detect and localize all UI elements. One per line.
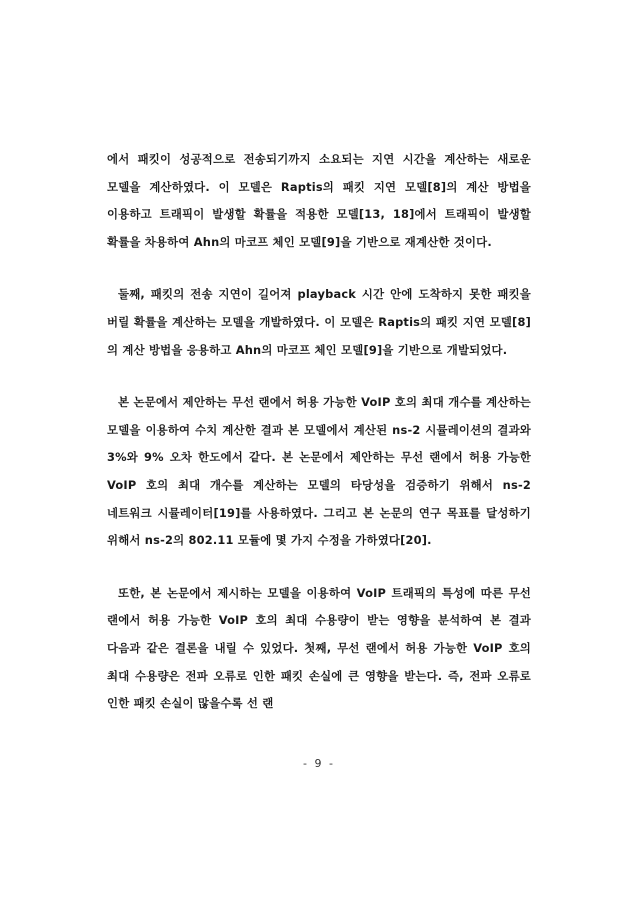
page-number: - 9 - <box>303 757 335 770</box>
paragraph-2: 둘째, 패킷의 전송 지연이 길어져 playback 시간 안에 도착하지 못한 패킷을 버릴 확률을 계산하는 모델을 개발하였다. 이 모델은 Raptis의 패킷 지연 모델[8]의 계산 방법을 응용하고 Ahn의 마코프 체인 모델[9]을 기반으로 개발되었다. <box>107 287 531 357</box>
paragraph-1: 에서 패킷이 성공적으로 전송되기까지 소요되는 지연 시간을 계산하는 새로운 모델을 계산하였다. 이 모델은 Raptis의 패킷 지연 모델[8]의 계산 방법을 이용하고 트래픽이 발생할 확률을 적용한 모델[13, 18]에서 트래픽이 발생할 확률을 차용하여 Ahn의 마코프 체인 모델[9]을 기반으로 재계산한 것이다. <box>107 152 531 249</box>
body-text <box>107 146 531 718</box>
paragraph-3: 본 논문에서 제안하는 무선 랜에서 허용 가능한 VoIP 호의 최대 개수를 계산하는 모델을 이용하여 수치 계산한 결과 본 모델에서 계산된 ns-2 시뮬레이션의 결과와 3%와 9% 오차 한도에서 같다. 본 논문에서 제안하는 무선 랜에서 허용 가능한 VoIP 호의 최대 개수를 계산하는 모델의 타당성을 검증하기 위해서 ns-2 네트워크 시뮬레이터[19]를 사용하였다. 그리고 본 논문의 연구 목표를 달성하기 위해서 ns-2의 802.11 모듈에 몇 가지 수정을 가하였다[20]. <box>107 395 531 548</box>
paragraph-4: 또한, 본 논문에서 제시하는 모델을 이용하여 VoIP 트래픽의 특성에 따른 무선 랜에서 허용 가능한 VoIP 호의 최대 수용량이 받는 영향을 분석하여 본 결과 다음과 같은 결론을 내릴 수 있었다. 첫째, 무선 랜에서 허용 가능한 VoIP 호의 최대 수용량은 전파 오류로 인한 패킷 손실에 큰 영향을 받는다. 즉, 전파 오류로 인한 패킷 손실이 많을수록 선 랜 <box>107 585 531 711</box>
